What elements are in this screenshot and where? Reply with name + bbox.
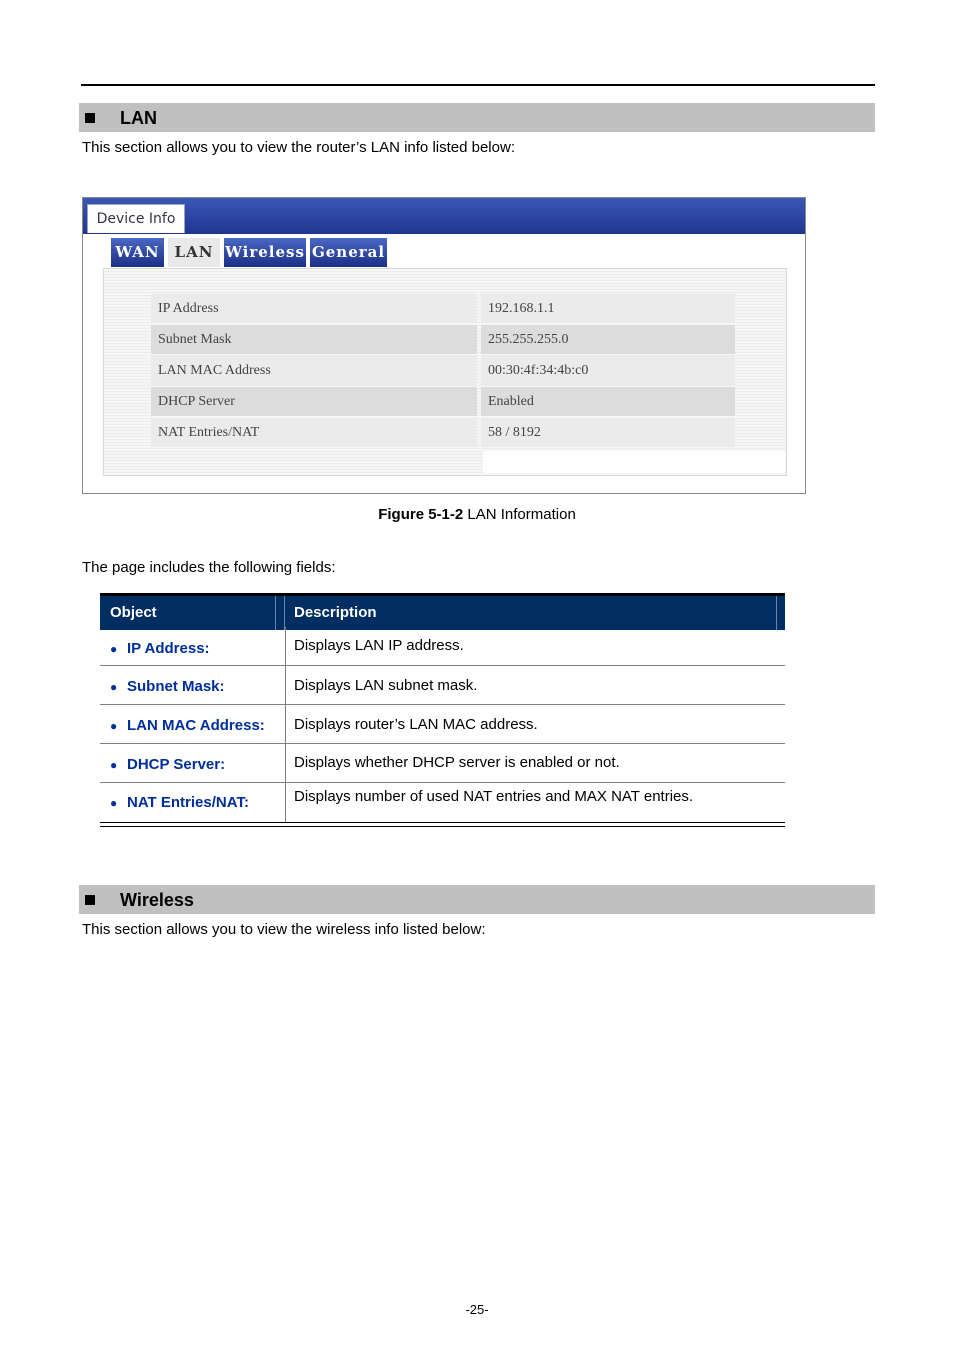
top-rule — [81, 84, 875, 86]
device-info-tab[interactable]: Device Info — [87, 204, 185, 233]
field-object: ● IP Address: — [110, 640, 210, 657]
bullet-icon: ● — [110, 796, 118, 810]
field-description: Displays number of used NAT entries and MAX NAT entries. — [294, 788, 694, 805]
table-row — [100, 666, 785, 705]
header-description: Description — [294, 604, 377, 621]
figure-caption — [0, 506, 954, 523]
figure-caption-text: LAN Information — [463, 506, 576, 523]
row-label: Subnet Mask — [151, 325, 477, 354]
table-row — [100, 705, 785, 744]
lan-section-title: LAN — [120, 108, 157, 128]
header-divider — [275, 596, 276, 630]
lan-intro: This section allows you to view the router’s LAN info listed below: — [82, 139, 515, 156]
fields-intro: The page includes the following fields: — [82, 559, 336, 576]
fields-table-header — [100, 593, 785, 630]
table-bottom-border — [100, 822, 785, 827]
lan-section-header — [79, 103, 875, 132]
panel-blank-area — [483, 451, 785, 473]
row-value: Enabled — [481, 387, 735, 416]
field-object: ● DHCP Server: — [110, 756, 226, 773]
row-label: IP Address — [151, 294, 477, 323]
wireless-section-header — [79, 885, 875, 914]
row-label: LAN MAC Address — [151, 356, 477, 385]
field-description: Displays LAN IP address. — [294, 637, 464, 654]
header-object: Object — [110, 604, 157, 621]
row-value: 58 / 8192 — [481, 418, 735, 447]
row-value: 255.255.255.0 — [481, 325, 735, 354]
tab-lan[interactable]: LAN — [168, 238, 220, 267]
tab-wireless[interactable]: Wireless — [224, 238, 306, 267]
field-object: ● LAN MAC Address: — [110, 717, 265, 734]
tab-general[interactable]: General — [310, 238, 387, 267]
field-description: Displays LAN subnet mask. — [294, 677, 478, 694]
figure-number: Figure 5-1-2 — [378, 506, 464, 523]
row-value: 192.168.1.1 — [481, 294, 735, 323]
bullet-icon: ● — [110, 642, 118, 656]
screenshot-header-bar — [83, 198, 805, 234]
bullet-icon: ● — [110, 680, 118, 694]
row-label: DHCP Server — [151, 387, 477, 416]
lan-info-screenshot — [82, 197, 806, 494]
bullet-icon: ● — [110, 758, 118, 772]
field-object: ● Subnet Mask: — [110, 678, 225, 695]
row-label: NAT Entries/NAT — [151, 418, 477, 447]
header-divider — [776, 596, 777, 630]
square-bullet-icon — [85, 113, 95, 123]
row-value: 00:30:4f:34:4b:c0 — [481, 356, 735, 385]
table-row — [100, 744, 785, 783]
bullet-icon: ● — [110, 719, 118, 733]
page-number: -25- — [465, 1302, 489, 1317]
header-divider — [284, 596, 285, 630]
field-description: Displays whether DHCP server is enabled or not. — [294, 754, 620, 771]
wireless-intro: This section allows you to view the wireless info listed below: — [82, 921, 486, 938]
table-row — [100, 627, 785, 666]
table-row — [100, 783, 785, 821]
field-object: ● NAT Entries/NAT: — [110, 794, 249, 811]
field-description: Displays router’s LAN MAC address. — [294, 716, 538, 733]
tab-wan[interactable]: WAN — [111, 238, 164, 267]
wireless-section-title: Wireless — [120, 890, 194, 910]
square-bullet-icon — [85, 895, 95, 905]
